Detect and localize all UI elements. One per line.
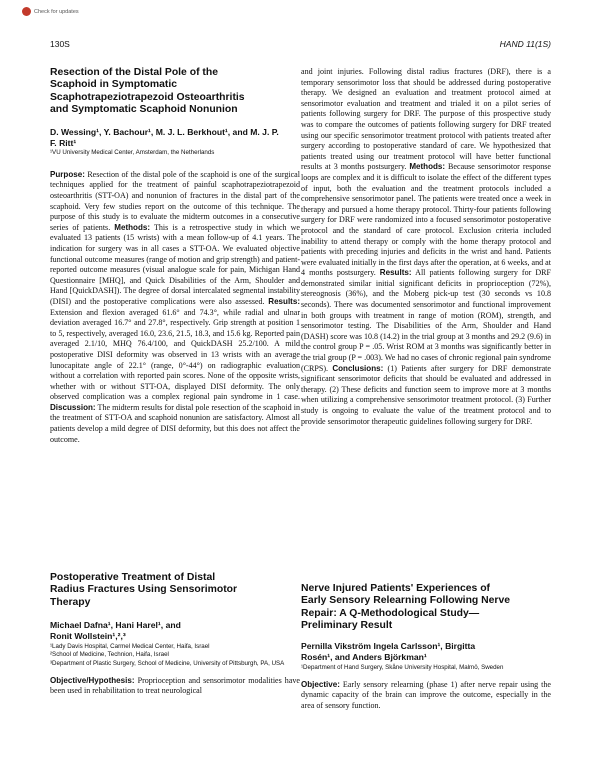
continued-text: and joint injuries. Following distal radius fractures (DRF), there is a temporary sensorimotor loss that should be addressed during postoperative therapy. We designed an evaluation and treatment protocol aimed at sensorimotor evaluation and treatment and trialed it on a pilot series of patients following surgery for DRF. The purpose of this prospective study was to compare the outcomes of patients following surgery for DRF treated using our specific sensorimotor treatment protocol with patients treated after surgery according to postoperative standard of care. We hypothesized that patients treated using our treatment protocol will have better functional results at 3 months postsurgery. bbox=[301, 67, 551, 172]
results-label: Results: bbox=[268, 296, 301, 306]
purpose-label: Purpose: bbox=[50, 169, 85, 179]
objective-label: Objective/Hypothesis: bbox=[50, 675, 135, 685]
article-1-affiliation: ¹VU University Medical Center, Amsterdam, the Netherlands bbox=[50, 148, 215, 156]
methods-text-2: Because sensorimotor response loops are complex and it is difficult to isolate the effect of the different types of input, both the evaluation and the treatment protocols included a comprehensive sensorimotor panel. The patients were treated once a week in therapy and pursued a home therapy protocol. Thirty-four patients following surgery for DRF were randomized into a focused sensorimotor postoperative protocol and the standard of care protocol. Exclusion criteria included inability to attend therapy or comply with the home therapy protocol and patients with preceding injuries and deficits in the wrist and hand. Patients were evaluated initially in the first days after the operation, at 6 weeks, and at 4 months postsurgery. bbox=[301, 162, 551, 278]
purpose-text: Resection of the distal pole of the scaphoid is one of the surgical techniques applied for the treatment of painful scaphotrapeziotrapezoid osteoarthritis (STT-OA) and nonunion of fractures in the distal part of the scaphoid. Very few studies report on the outcome of this technique. The purpose of this study is to evaluate the midterm outcomes in a consecutive series of patients. bbox=[50, 169, 300, 232]
article-2-affiliation-2: ²School of Medicine, Technion, Haifa, Israel bbox=[50, 651, 169, 659]
article-2-affiliation-3: ³Department of Plastic Surgery, School of Medicine, University of Pittsburgh, PA, USA bbox=[50, 659, 285, 667]
objective-text-3: Early sensory relearning (phase 1) after nerve repair using the dynamic capacity of the brain can improve the outcome, especially in the area of sensory function. bbox=[301, 679, 551, 711]
objective-text: Proprioception and sensorimotor modalities have been used in rehabilitation to treat neurological bbox=[50, 675, 300, 696]
journal-reference: HAND 11(1S) bbox=[499, 39, 551, 49]
page-number: 130S bbox=[50, 39, 70, 49]
article-3-authors: Pernilla Vikström Ingela Carlsson¹, Birgitta Rosén¹, and Anders Björkman¹ bbox=[301, 640, 476, 662]
article-3-title: Nerve Injured Patients' Experiences of Early Sensory Relearning Following Nerve Repair: A Q-Methodological Study—Preliminary Result bbox=[301, 583, 511, 632]
objective-label-3: Objective: bbox=[301, 679, 340, 689]
article-1-authors: D. Wessing¹, Y. Bachour¹, M. J. L. Berkhout¹, and M. J. P. F. Ritt¹ bbox=[50, 126, 279, 148]
results-text-2: All patients following surgery for DRF demonstrated similar initial significant deficits in proprioception (72%), stereognosis (36%), and the Moberg pick-up test (30 seconds vs 10.8 seconds). There was documented sensorimotor and functional improvement in both groups with treatment in range of motion (ROM), strength, and sensorimotor testing. The Disabilities of the Arm, Shoulder and Hand (DASH) score was 10.8 (14.2) in the trial group at 3 months and 29.2 (9.6) in the control group P = .05. Wrist ROM at 3 months was significantly better in the trial group (P = .003). We had no cases of chronic regional pain syndrome (CRPS). bbox=[301, 268, 552, 373]
article-2-authors: Michael Dafna¹, Hani Harel¹, and Ronit Wollstein¹,²,³ bbox=[50, 620, 181, 642]
article-3-affiliation: ¹Department of Hand Surgery, Skåne University Hospital, Malmö, Sweden bbox=[301, 663, 504, 671]
article-3 bbox=[301, 583, 551, 712]
methods-label: Methods: bbox=[114, 222, 151, 232]
crossmark-label: Check for updates bbox=[34, 8, 79, 15]
discussion-text: The midterm results for distal pole resection of the scaphoid in the treatment of STT-OA and scaphoid nonunion are satisfactory. Almost all patients develop a mild degree of DISI deformity, but this does not affect the outcome. bbox=[50, 402, 300, 444]
article-1 bbox=[50, 67, 300, 445]
article-2-continued bbox=[301, 67, 551, 427]
crossmark-badge[interactable] bbox=[22, 7, 79, 16]
article-1-title: Resection of the Distal Pole of the Scaphoid in Symptomatic Scaphotrapeziotrapezoid Osteoarthritis and Symptomatic Scaphoid Nonunion bbox=[50, 67, 245, 116]
discussion-label: Discussion: bbox=[50, 402, 96, 412]
article-2-title: Postoperative Treatment of Distal Radius Fractures Using Sensorimotor Therapy bbox=[50, 572, 238, 608]
methods-label-2: Methods: bbox=[409, 162, 446, 172]
methods-text: This is a retrospective study in which we evaluated 13 patients (15 wrists) with a mean follow-up of 4.1 years. The indication for surgery was in all cases a STT-OA. We evaluated objective functional outcome measures (range of motion and grip strength) and patient-reported outcome measures (visual analogue scale for pain, Michigan Hand Questionnaire [MHQ], and Quick Disabilities of the Arm, Shoulder and Hand [QuickDASH]). The degree of dorsal intercalated segmental instability (DISI) and the postoperative complications were also assessed. bbox=[50, 222, 300, 306]
article-2-abstract-start bbox=[50, 676, 300, 697]
page-header bbox=[50, 39, 551, 51]
results-label-2: Results: bbox=[379, 268, 412, 278]
article-1-abstract bbox=[50, 170, 300, 445]
results-text: Extension and flexion averaged 61.6° and 74.3°, while radial and ulnar deviation averaged 16.7° and 27.8°, respectively. Grip strength at position 1 to 5, respectively, averaged 16.0, 23.6, 21.5, 18.3, and 15.6 kg. Reported pain averaged 2.1/10, MHQ 76.4/100, and QuickDASH 25.2/100. A mild postoperative DISI deformity was observed in 13 wrists with an average lunocapitate angle of 22.1° (range, 0°-44°) on radiographic evaluation without a correlation with reported pain scores. None of the opposite wrists, whether with or without STT-OA, displayed DISI deformity. The only observed complication was a complex regional pain syndrome in 1 case. bbox=[50, 307, 300, 402]
article-2-affiliation-1: ¹Lady Davis Hospital, Carmel Medical Center, Haifa, Israel bbox=[50, 643, 210, 651]
conclusions-text: (1) Patients after surgery for DRF demonstrate significant sensorimotor deficits that should be evaluated and addressed in therapy. (2) These deficits and function seem to improve more at 3 months when utilizing a comprehensive sensorimotor treatment protocol. (3) Further study is ongoing to evaluate the value of the treatment protocol and to provide sensorimotor therapeutic guidelines following surgery for DRF. bbox=[301, 363, 551, 426]
article-2 bbox=[50, 572, 300, 697]
crossmark-icon bbox=[22, 7, 31, 16]
article-3-abstract bbox=[301, 680, 551, 712]
article-2-abstract-continued bbox=[301, 67, 551, 427]
conclusions-label: Conclusions: bbox=[332, 363, 384, 373]
